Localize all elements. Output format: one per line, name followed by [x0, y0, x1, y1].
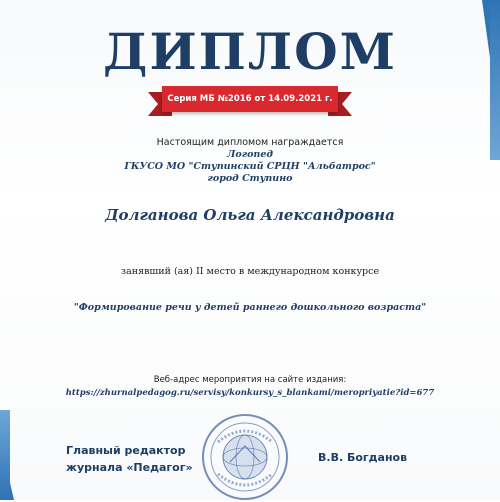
diploma-title: ДИПЛОМ — [102, 22, 398, 81]
editor-line-1: Главный редактор — [66, 444, 186, 457]
corner-stripe-bottom-left — [0, 410, 10, 500]
series-ribbon — [148, 86, 352, 116]
recipient-organization: ГКУСО МО "Ступинский СРЦН "Альбатрос" — [124, 161, 376, 172]
event-url: https://zhurnalpedagog.ru/servisy/konkursy_s_blankami/meropriyatie?id=677 — [65, 388, 435, 398]
editor-line-2: журнала «Педагог» — [66, 461, 193, 474]
recipient-role: Логопед — [227, 149, 273, 160]
stamp-seal — [200, 412, 290, 502]
series-number: Серия МБ №2016 от 14.09.2021 г. — [167, 94, 333, 104]
signature-name: В.В. Богданов — [318, 451, 408, 464]
awarded-text: Настоящим дипломом награждается — [156, 137, 344, 148]
editor-title — [66, 442, 193, 476]
recipient-city: город Ступино — [207, 173, 293, 184]
web-address-label: Веб-адрес мероприятия на сайте издания: — [153, 375, 347, 385]
contest-title: "Формирование речи у детей раннего дошкольного возраста" — [73, 302, 427, 313]
recipient-name: Долганова Ольга Александровна — [105, 206, 395, 224]
place-text: занявший (ая) II место в международном конкурсе — [120, 266, 380, 277]
